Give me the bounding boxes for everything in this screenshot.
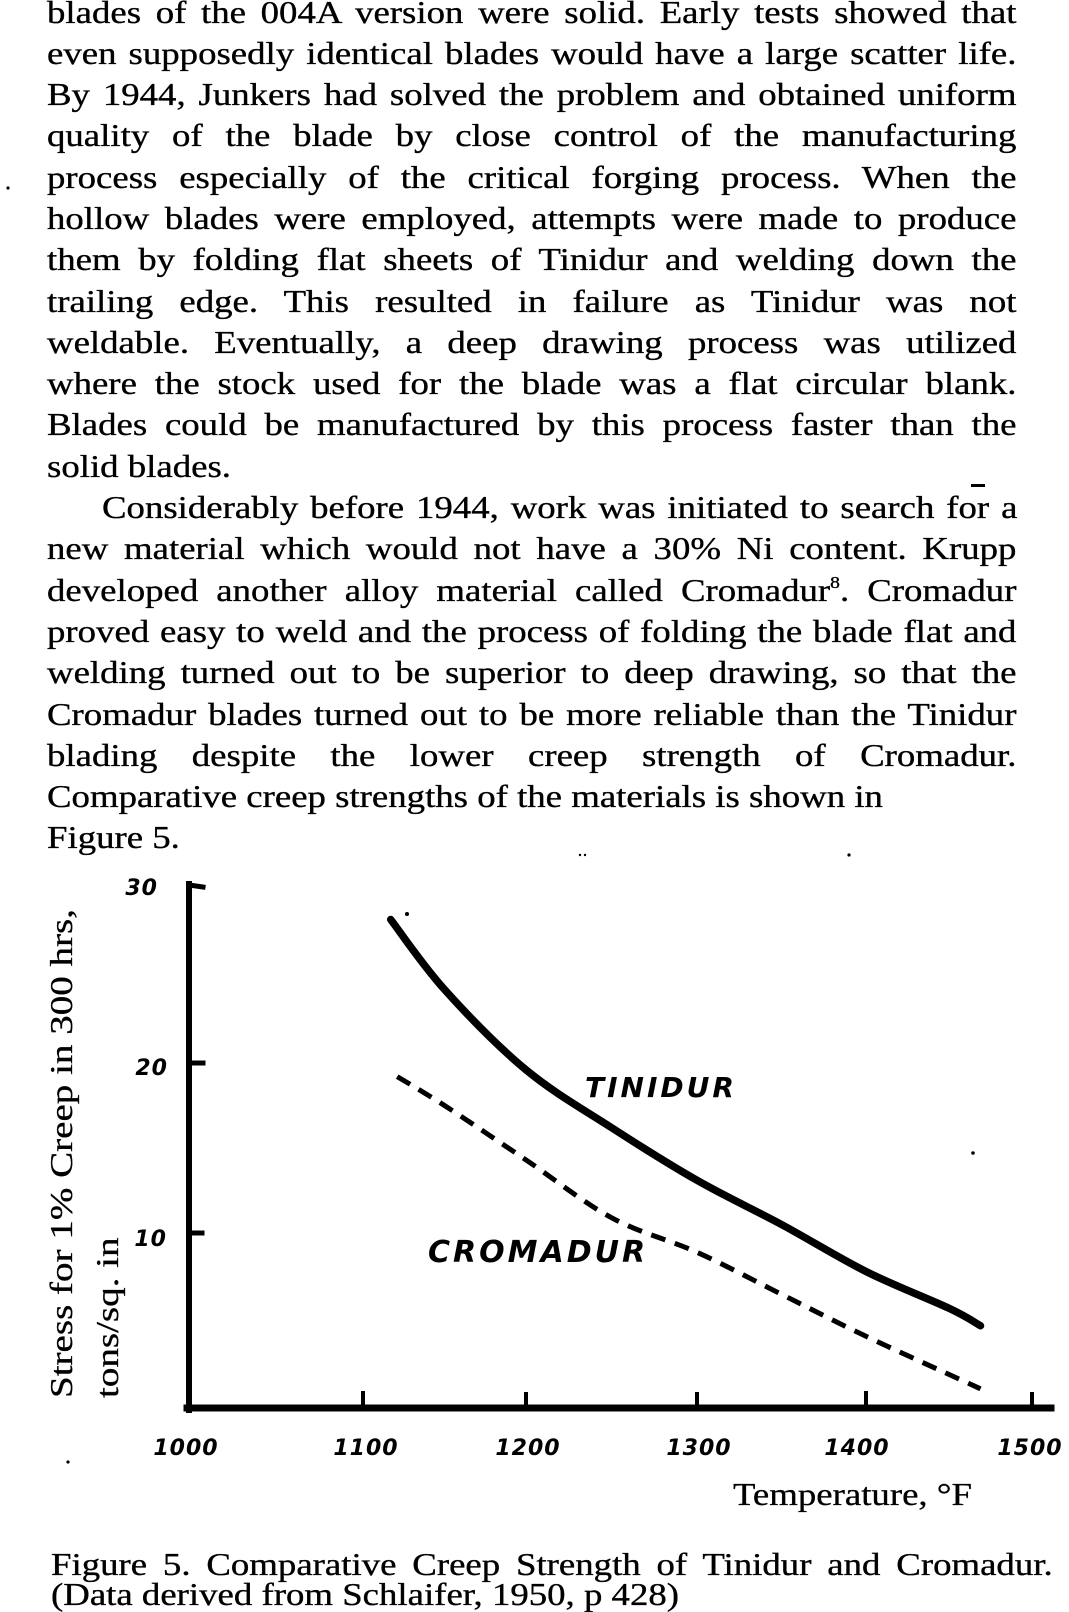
x-tick-label-1500: 1500 — [997, 1436, 1063, 1461]
chart-axes — [187, 884, 1051, 1410]
text-line-indented: Considerably before 1944, work was initiated to search for a — [102, 489, 1018, 526]
text-line: even supposedly identical blades would have a large scatter life. — [47, 34, 1017, 71]
footnote-reference: 8 — [830, 572, 840, 592]
text-line: welding turned out to be superior to deep drawing, so that the — [47, 654, 1017, 691]
text-line: blades of the 004A version were solid. Early tests showed that — [47, 0, 1017, 30]
x-tick-label-1400: 1400 — [824, 1436, 890, 1461]
x-tick-label-1100: 1100 — [333, 1436, 399, 1461]
x-tick-label-1200: 1200 — [495, 1436, 561, 1461]
x-tick-label-1300: 1300 — [666, 1436, 732, 1461]
text-line: proved easy to weld and the process of folding the blade flat and — [47, 612, 1017, 649]
text-line-paragraph-end: solid blades. — [47, 447, 231, 484]
text-line: Blades could be manufactured by this process faster than the — [47, 406, 1017, 443]
text-line-with-footnote — [47, 570, 1016, 611]
paragraph-1 — [47, 0, 1017, 487]
text-segment: developed another alloy material called Cromadur — [47, 571, 831, 608]
text-line: where the stock used for the blade was a flat circular blank. — [47, 365, 1017, 402]
y-tick-label-10: 10 — [134, 1227, 167, 1252]
text-line: new material which would not have a 30% Ni content. Krupp — [47, 530, 1017, 567]
text-line: trailing edge. This resulted in failure as Tinidur was not — [47, 282, 1017, 319]
text-line: Cromadur blades turned out to be more reliable than the Tinidur — [47, 695, 1017, 732]
y-tick-label-30: 30 — [125, 876, 158, 901]
body-text — [47, 0, 1018, 859]
y-axis-title-line-2: tons/sq. in — [89, 1237, 125, 1398]
y-tick-label-20: 20 — [135, 1056, 168, 1081]
tinidur-label: TINIDUR — [585, 1071, 737, 1104]
scan-artifact-dot — [405, 912, 409, 916]
text-segment: . Cromadur — [839, 571, 1017, 608]
chart-series — [391, 920, 981, 1389]
text-line: quality of the blade by close control of the manufacturing — [47, 117, 1017, 154]
text-line: By 1944, Junkers had solved the problem and obtained uniform — [47, 76, 1017, 113]
y-axis-top-hook — [189, 885, 203, 887]
text-line: weldable. Eventually, a deep drawing process was utilized — [47, 323, 1017, 360]
cromadur-curve — [397, 1077, 980, 1389]
scan-artifact-dot — [66, 1460, 69, 1463]
caption-title: Figure 5. Comparative Creep Strength of Tinidur and Cromadur. — [51, 1546, 1053, 1582]
y-axis-title — [38, 909, 130, 1398]
scan-artifact-dot — [971, 1151, 975, 1155]
x-axis-title: Temperature, °F — [733, 1475, 972, 1512]
text-line-paragraph-end: Figure 5. — [47, 819, 180, 856]
figure-caption — [51, 1546, 1053, 1612]
text-line: hollow blades were employed, attempts were made to produce — [47, 199, 1017, 236]
scan-artifact-dot — [6, 186, 9, 189]
caption-source: (Data derived from Schlaifer, 1950, p 428) — [51, 1576, 680, 1612]
y-axis-title-line-1: Stress for 1% Creep in 300 hrs, — [43, 908, 79, 1398]
cromadur-label: CROMADUR — [428, 1235, 649, 1270]
text-line: Comparative creep strengths of the materials is shown in — [47, 778, 883, 815]
paragraph-2 — [47, 487, 1018, 859]
x-tick-label-1000: 1000 — [153, 1436, 219, 1461]
text-line: them by folding flat sheets of Tinidur and welding down the — [47, 241, 1017, 278]
text-line: blading despite the lower creep strength of Cromadur. — [47, 736, 1017, 773]
text-line: process especially of the critical forging process. When the — [47, 158, 1017, 195]
